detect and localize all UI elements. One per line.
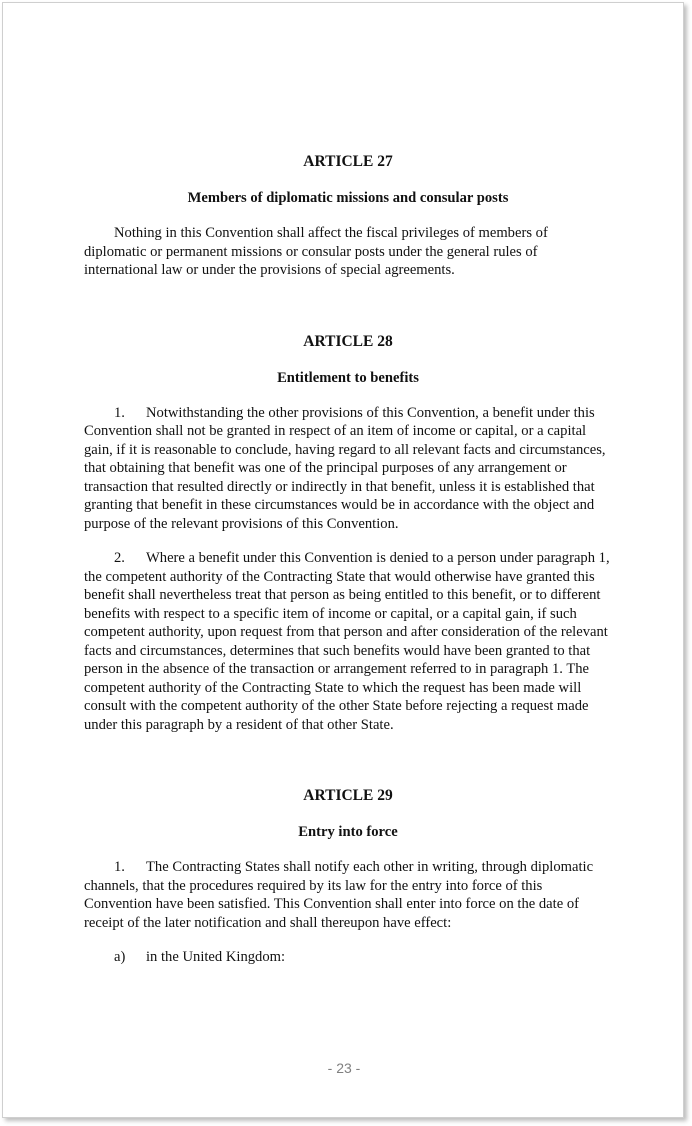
article-title: Entitlement to benefits [277,369,419,386]
paragraph-number: 2. [114,550,125,566]
sub-item-text: in the United Kingdom: [146,949,286,965]
paragraph-text: Notwithstanding the other provisions of this Convention, a benefit under this Convention shall not be granted in respect of an item of income or capital, or a capital gain, if it is reasonable to conclude, having regard to all relevant facts and circumstances, that obtaining that benefit was one of the principal purposes of any arrangement or transaction that resulted directly or indirectly in that benefit, unless it is established that granting that benefit in these circumstances would be in accordance with the object and purpose of the relevant provisions of this Convention. [84,404,606,532]
article-29 [84,787,612,967]
numbered-paragraph [84,549,612,734]
sub-item [114,948,612,967]
paragraph-text: Where a benefit under this Convention is denied to a person under paragraph 1, the competent authority of the Contracting State that would otherwise have granted this benefit shall nevertheless treat that person as being entitled to this benefit, or to different benefits with respect to a specific item of income or capital, or a capital gain, if such competent authority, upon request from that person and after consideration of the relevant facts and circumstances, determines that such benefits would have been granted to that person in the absence of the transaction or arrangement referred to in paragraph 1. The competent authority of the Contracting State to which the request has been made will consult with the competent authority of the other State before rejecting a request made under this paragraph by a resident of that other State. [84,550,610,733]
paragraph-number: 1. [114,404,125,421]
sub-item-label: a) [114,949,126,965]
article-title: Members of diplomatic missions and consular posts [187,190,509,206]
paragraph-number: 1. [114,859,125,875]
document-page [2,2,684,1118]
paragraph-text: The Contracting States shall notify each other in writing, through diplomatic channels, that the procedures required by its law for the entry into force of this Convention have been satisfied. This Convention shall enter into force on the date of receipt of the later notification and shall thereupon have effect: [84,859,594,931]
document-body [84,153,612,967]
article-heading: ARTICLE 27 [303,153,393,170]
article-heading: ARTICLE 29 [303,787,393,804]
numbered-paragraph [84,404,612,534]
article-heading: ARTICLE 28 [303,332,393,350]
article-title: Entry into force [298,824,398,840]
article-27 [84,153,612,280]
page-number: - 23 - [327,1060,361,1076]
article-28 [84,333,612,735]
numbered-paragraph [84,858,612,932]
article-paragraph: Nothing in this Convention shall affect the fiscal privileges of members of diplomatic or permanent missions or consular posts under the general rules of international law or under the provisions of special agreements. [84,225,548,278]
